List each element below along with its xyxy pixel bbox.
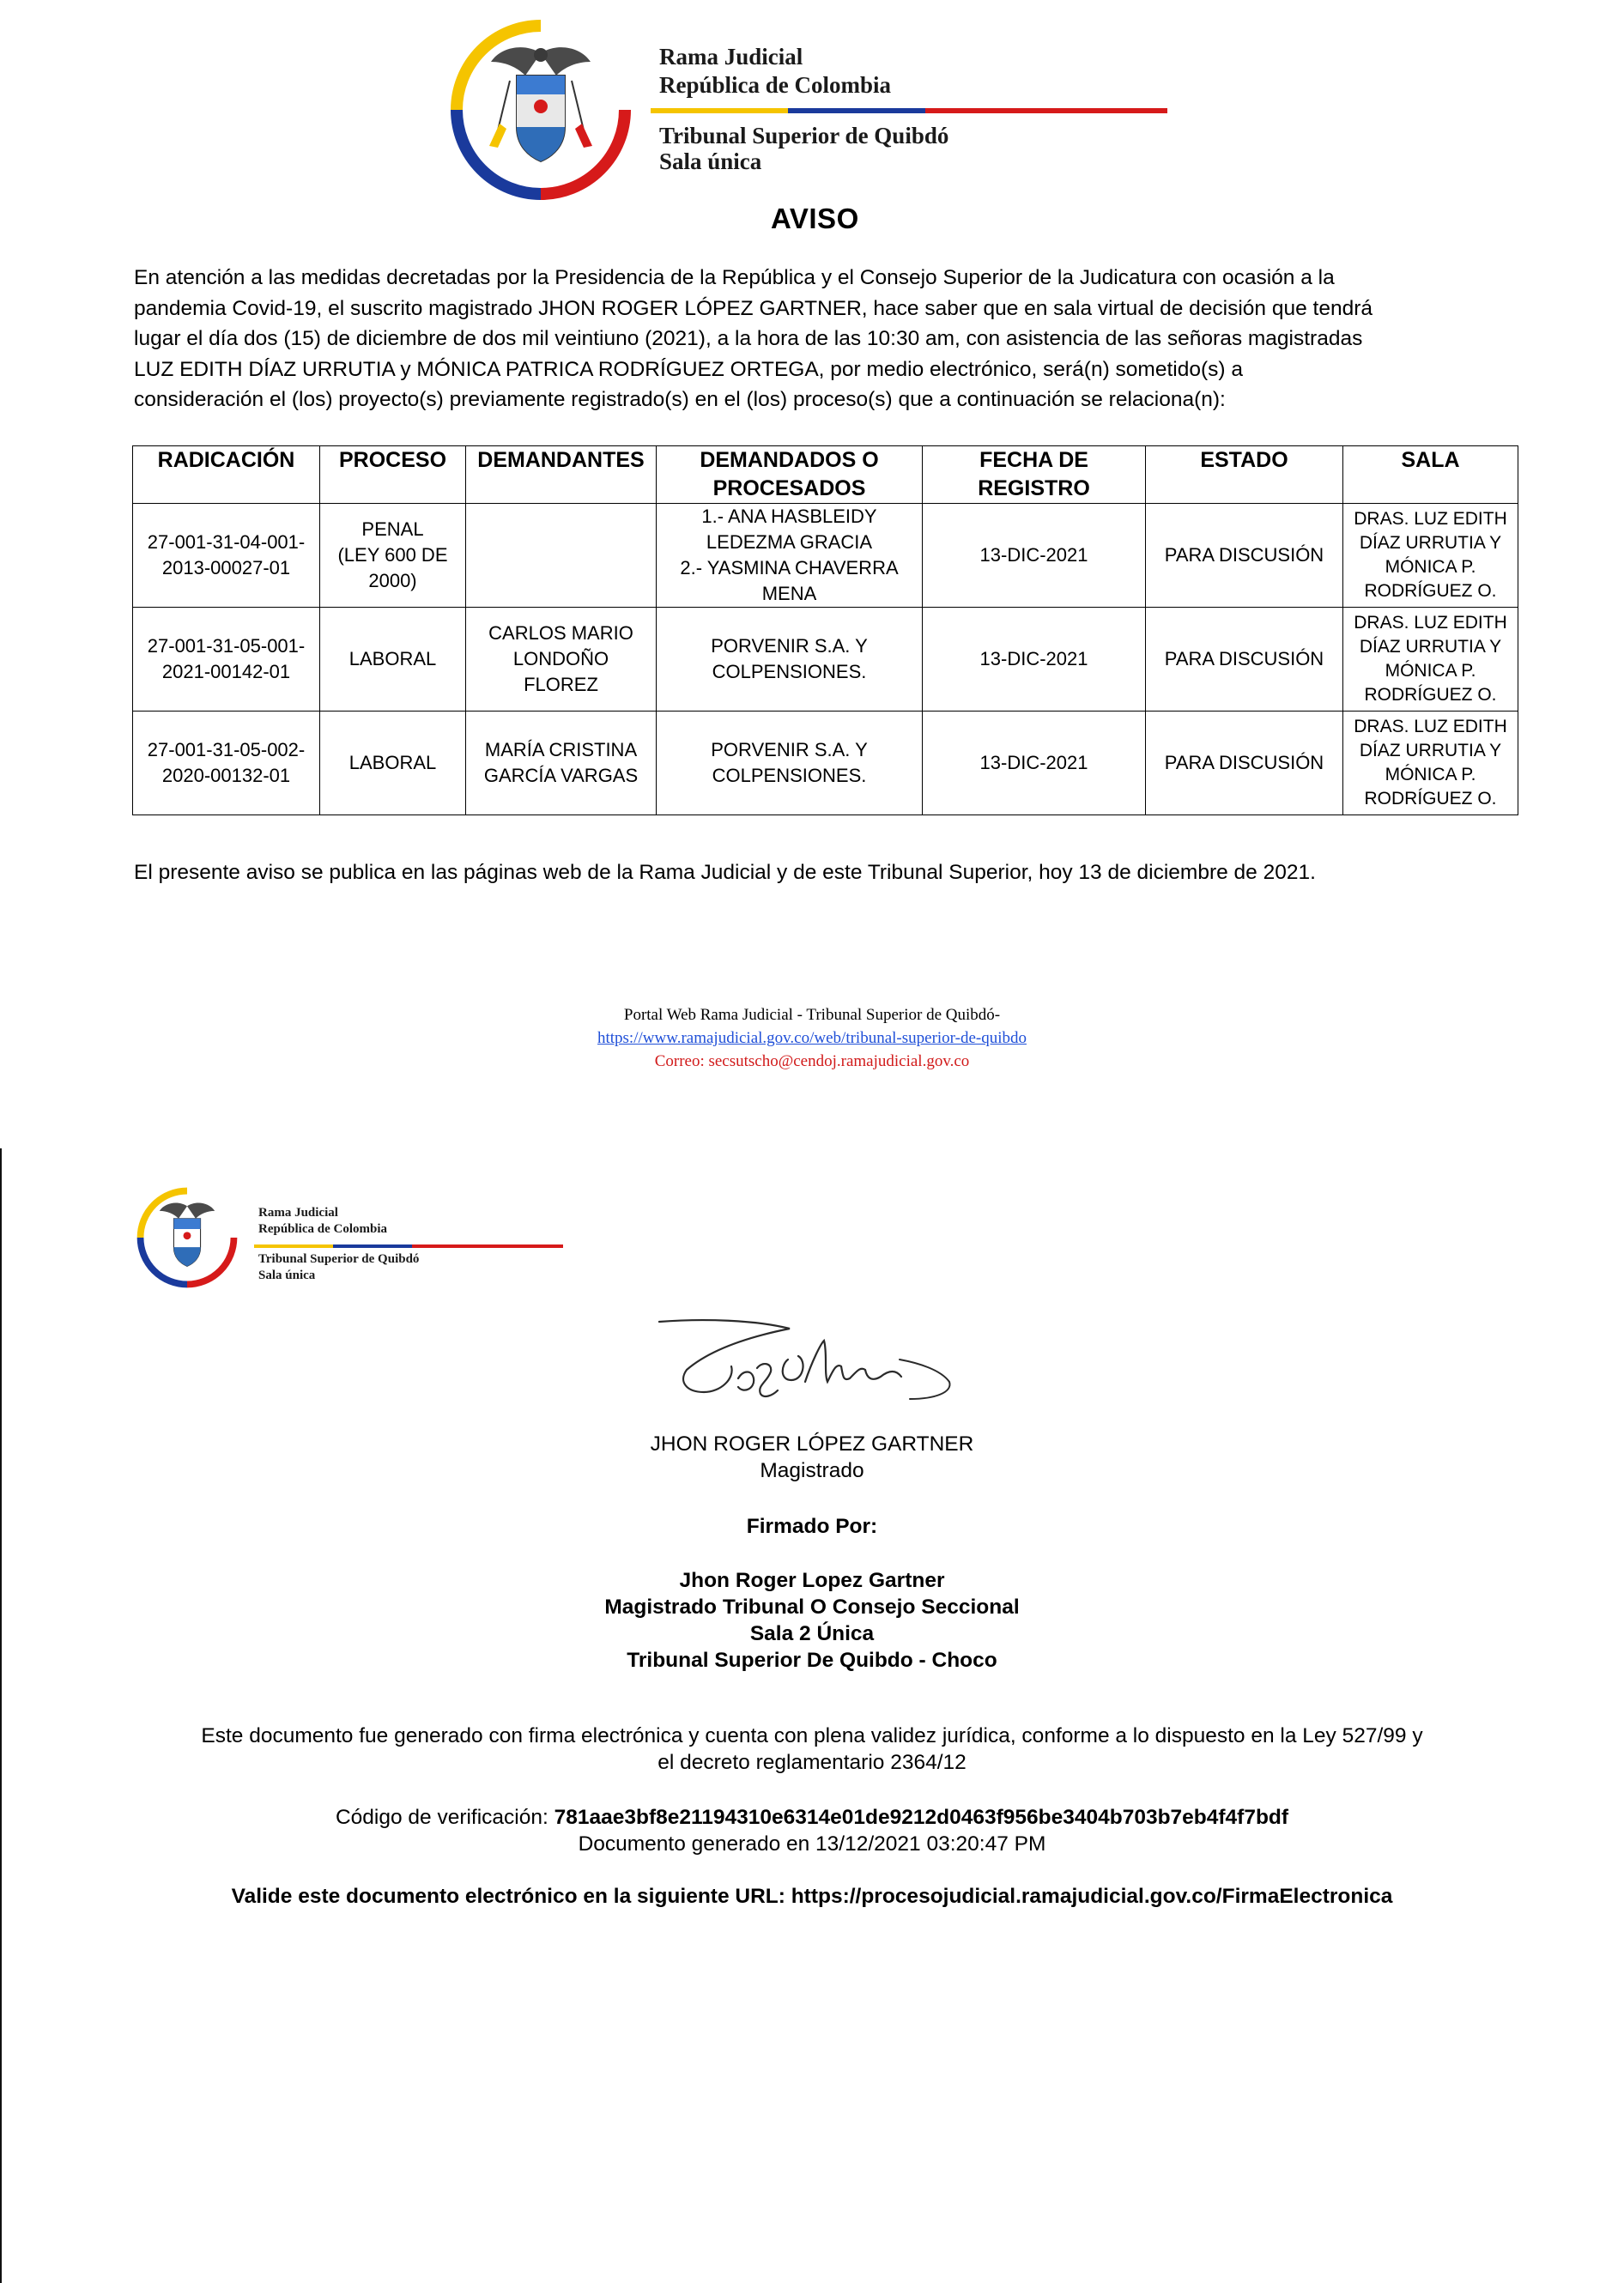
cell-sala: DRAS. LUZ EDITH DÍAZ URRUTIA Y MÓNICA P. RODRÍGUEZ O.: [1343, 712, 1518, 815]
validate-url-line: Valide este documento electrónico en la siguiente URL: https://procesojudicial.ramajudicial.gov.co/FirmaElectronica: [231, 1885, 1393, 1908]
col-header-sala: SALA: [1343, 446, 1518, 504]
col-header-proceso: PROCESO: [320, 446, 466, 504]
col-header-radicacion: RADICACIÓN: [133, 446, 320, 504]
footer-portal: Portal Web Rama Judicial - Tribunal Superior de Quibdó-: [623, 1006, 1001, 1024]
verification-label: Código de verificación:: [335, 1806, 554, 1829]
verification-block: [0, 1804, 1624, 1857]
legal-line: Este documento fue generado con firma electrónica y cuenta con plena validez jurídica, conforme a lo dispuesto en la Ley 527/99 y: [201, 1724, 1423, 1747]
page-edge-line: [0, 1148, 2, 2283]
header-line-rama: Rama Judicial: [258, 1206, 338, 1220]
col-header-estado: ESTADO: [1146, 446, 1343, 504]
table-row: [133, 712, 1518, 815]
col-header-fecha: FECHA DE REGISTRO: [923, 446, 1146, 504]
small-header-court-lines: [258, 1205, 387, 1238]
court-logo: [448, 17, 633, 203]
intro-paragraph: [134, 263, 1507, 415]
cell-demandados: PORVENIR S.A. Y COLPENSIONES.: [657, 712, 923, 815]
signed-by-name: Jhon Roger Lopez Gartner: [679, 1569, 945, 1592]
signer-role: Magistrado: [760, 1459, 864, 1482]
legal-line: el decreto reglamentario 2364/12: [657, 1751, 967, 1774]
legal-notice: [0, 1723, 1624, 1776]
header-stripe-red: [925, 108, 1167, 113]
cell-estado: PARA DISCUSIÓN: [1146, 608, 1343, 712]
header-stripe-yellow: [651, 108, 788, 113]
header-line-tribunal: Tribunal Superior de Quibdó: [258, 1252, 420, 1266]
cell-fecha: 13-DIC-2021: [923, 608, 1146, 712]
cell-estado: PARA DISCUSIÓN: [1146, 712, 1343, 815]
coat-of-arms-icon: [136, 1186, 239, 1289]
header-line-sala: Sala única: [659, 148, 762, 174]
small-stripe-red: [412, 1244, 563, 1248]
cell-sala: DRAS. LUZ EDITH DÍAZ URRUTIA Y MÓNICA P. RODRÍGUEZ O.: [1343, 504, 1518, 608]
cell-proceso: LABORAL: [320, 712, 466, 815]
signer-name: JHON ROGER LÓPEZ GARTNER: [650, 1432, 974, 1456]
cell-fecha: 13-DIC-2021: [923, 712, 1146, 815]
generated-date: Documento generado en 13/12/2021 03:20:47 PM: [578, 1832, 1046, 1856]
intro-line: pandemia Covid-19, el suscrito magistrado JHON ROGER LÓPEZ GARTNER, hace saber que en sala virtual de decisión que tendrá: [134, 296, 1373, 320]
header-tribunal-lines: [659, 122, 948, 176]
small-header-tribunal-lines: [258, 1251, 419, 1284]
cell-demandados: 1.- ANA HASBLEIDY LEDEZMA GRACIA 2.- YASMINA CHAVERRA MENA: [657, 504, 923, 608]
cell-demandados: PORVENIR S.A. Y COLPENSIONES.: [657, 608, 923, 712]
header-line-republica: República de Colombia: [659, 72, 892, 98]
verification-line: [0, 1804, 1624, 1831]
col-header-demandantes: DEMANDANTES: [466, 446, 657, 504]
signed-by-block: [0, 1567, 1624, 1674]
signer-block: [0, 1431, 1624, 1484]
col-header-demandados: DEMANDADOS O PROCESADOS: [657, 446, 923, 504]
signed-by-position: Magistrado Tribunal O Consejo Seccional: [604, 1596, 1020, 1619]
cell-demandantes: MARÍA CRISTINA GARCÍA VARGAS: [466, 712, 657, 815]
court-logo-small: [136, 1186, 239, 1289]
cell-radicacion: 27-001-31-05-002- 2020-00132-01: [133, 712, 320, 815]
header-line-republica: República de Colombia: [258, 1222, 388, 1236]
header-line-tribunal: Tribunal Superior de Quibdó: [659, 123, 949, 148]
cell-radicacion: 27-001-31-05-001- 2021-00142-01: [133, 608, 320, 712]
header-stripe-blue: [788, 108, 925, 113]
header-line-rama: Rama Judicial: [659, 44, 803, 70]
cell-proceso: LABORAL: [320, 608, 466, 712]
signature-scribble-icon: [652, 1310, 970, 1421]
publication-note: El presente aviso se publica en las páginas web de la Rama Judicial y de este Tribunal Superior, hoy 13 de diciembre de 2021.: [134, 861, 1316, 884]
cell-demandantes: CARLOS MARIO LONDOÑO FLOREZ: [466, 608, 657, 712]
intro-line: LUZ EDITH DÍAZ URRUTIA y MÓNICA PATRICA RODRÍGUEZ ORTEGA, por medio electrónico, será(n) sometido(s) a: [134, 357, 1243, 381]
intro-line: consideración el (los) proyecto(s) previamente registrado(s) en el (los) proceso(s) que a continuación se relaciona(n):: [134, 388, 1226, 411]
cell-radicacion: 27-001-31-04-001- 2013-00027-01: [133, 504, 320, 608]
cell-proceso: PENAL (LEY 600 DE 2000): [320, 504, 466, 608]
small-stripe-yellow: [254, 1244, 333, 1248]
signed-by-court: Tribunal Superior De Quibdo - Choco: [627, 1649, 997, 1672]
table-row: [133, 608, 1518, 712]
notice-title: AVISO: [771, 203, 859, 234]
signed-by-sala: Sala 2 Única: [749, 1622, 875, 1645]
cell-demandantes: [466, 504, 657, 608]
coat-of-arms-icon: [448, 17, 633, 203]
handwritten-signature: [652, 1310, 970, 1421]
intro-line: lugar el día dos (15) de diciembre de dos mil veintiuno (2021), a la hora de las 10:30 am, con asistencia de las señoras magistradas: [134, 327, 1363, 350]
signed-by-label: Firmado Por:: [746, 1515, 878, 1538]
cell-fecha: 13-DIC-2021: [923, 504, 1146, 608]
footer-url-link[interactable]: https://www.ramajudicial.gov.co/web/tribunal-superior-de-quibdo: [597, 1029, 1027, 1047]
small-stripe-blue: [333, 1244, 412, 1248]
header-court-lines: [659, 43, 891, 100]
footer-email: Correo: secsutscho@cendoj.ramajudicial.gov.co: [654, 1052, 970, 1070]
table-row: [133, 504, 1518, 608]
cell-sala: DRAS. LUZ EDITH DÍAZ URRUTIA Y MÓNICA P. RODRÍGUEZ O.: [1343, 608, 1518, 712]
intro-line: En atención a las medidas decretadas por la Presidencia de la República y el Consejo Superior de la Judicatura con ocasión a la: [134, 266, 1335, 289]
cases-table: [132, 445, 1518, 815]
table-header-row: [133, 446, 1518, 504]
header-line-sala: Sala única: [258, 1269, 316, 1282]
cell-estado: PARA DISCUSIÓN: [1146, 504, 1343, 608]
verification-code: 781aae3bf8e21194310e6314e01de9212d0463f956be3404b703b7eb4f4f7bdf: [554, 1806, 1289, 1829]
footer-block: [512, 1003, 1112, 1073]
